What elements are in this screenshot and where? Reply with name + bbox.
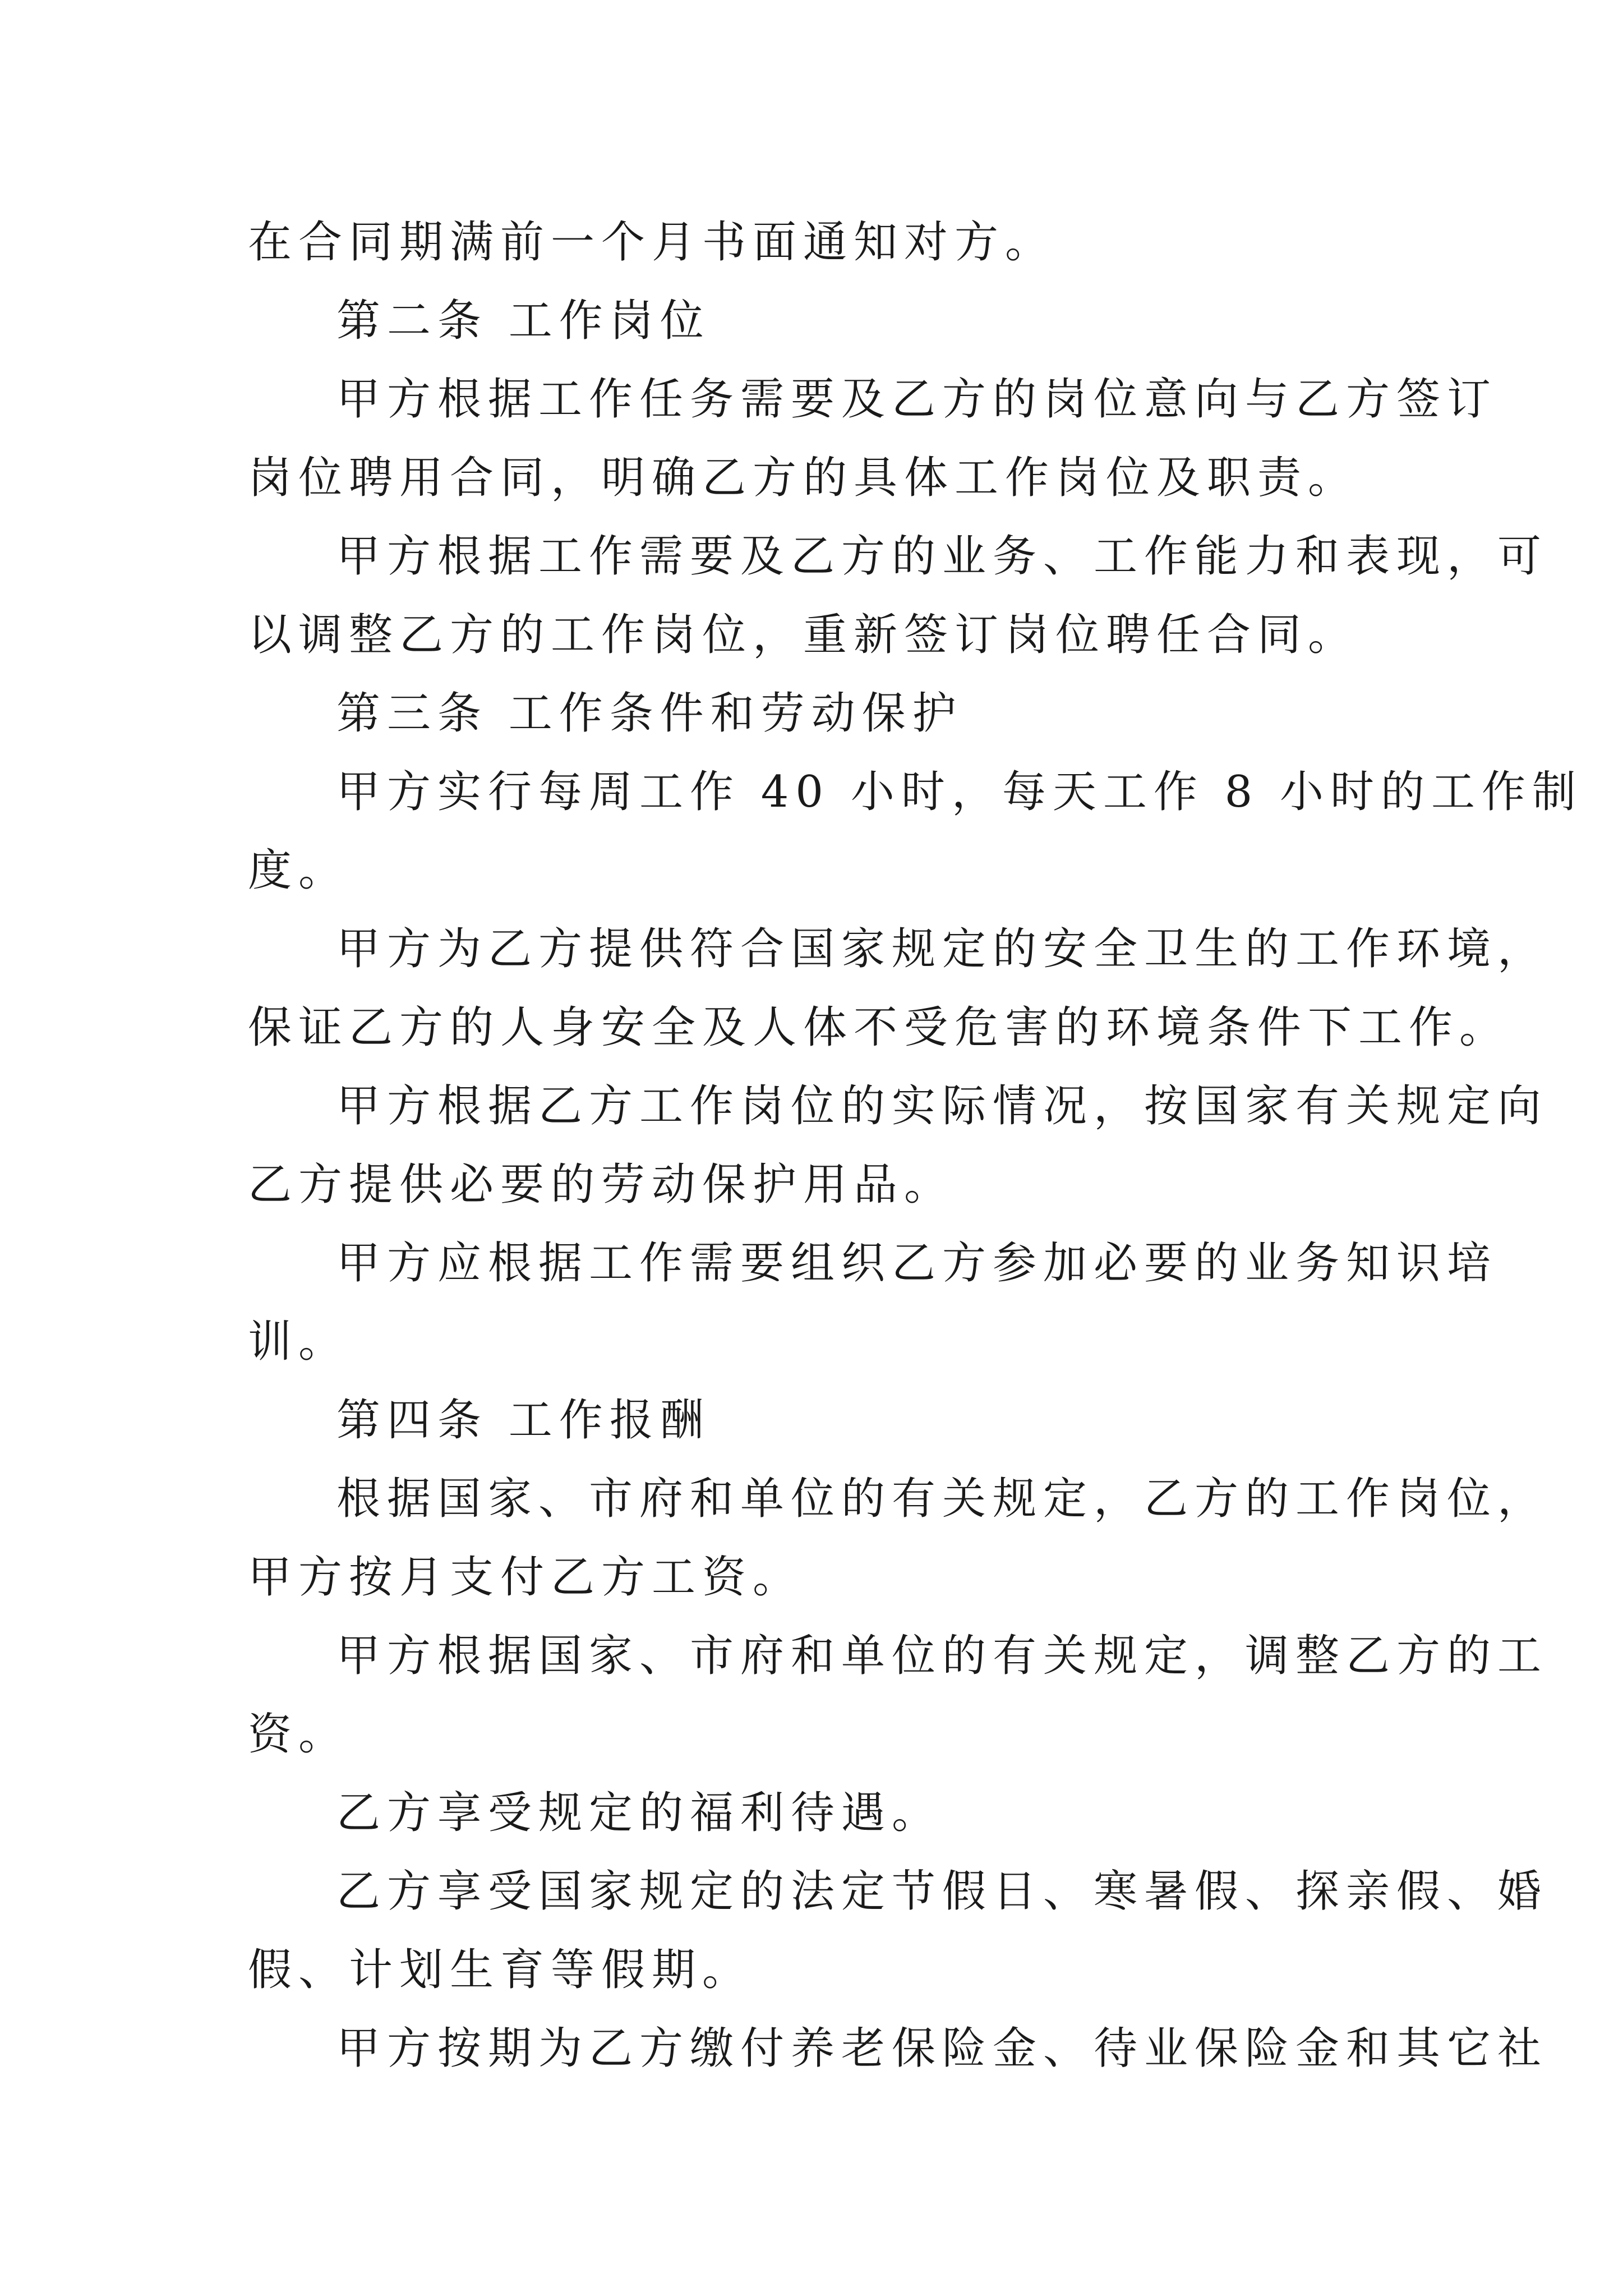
text-line: 甲方根据工作需要及乙方的业务、工作能力和表现，可 [336,531,1548,582]
text-line: 以调整乙方的工作岗位，重新签订岗位聘任合同。 [248,610,1359,660]
text-line: 乙方提供必要的劳动保护用品。 [248,1159,955,1210]
article-heading: 第三条 工作条件和劳动保护 [336,688,963,739]
text-line: 甲方实行每周工作 40 小时，每天工作 8 小时的工作制 [336,767,1583,817]
article-heading: 第四条 工作报酬 [336,1395,711,1446]
text-line: 根据国家、市府和单位的有关规定，乙方的工作岗位， [336,1474,1548,1524]
text-line: 甲方根据乙方工作岗位的实际情况，按国家有关规定向 [336,1081,1548,1131]
text-line: 甲方根据国家、市府和单位的有关规定，调整乙方的工 [336,1631,1548,1681]
article-heading: 第二条 工作岗位 [336,296,711,346]
text-line: 岗位聘用合同，明确乙方的具体工作岗位及职责。 [248,453,1359,503]
text-line: 甲方按月支付乙方工资。 [248,1552,804,1603]
text-line: 度。 [248,845,349,896]
text-line: 乙方享受国家规定的法定节假日、寒暑假、探亲假、婚 [336,1866,1548,1917]
text-line: 训。 [248,1317,349,1367]
text-line: 保证乙方的人身安全及人体不受危害的环境条件下工作。 [248,1002,1510,1053]
text-line: 在合同期满前一个月书面通知对方。 [248,217,1056,268]
text-line: 甲方应根据工作需要组织乙方参加必要的业务知识培 [336,1238,1498,1289]
text-line: 假、计划生育等假期。 [248,1945,753,1995]
text-line: 甲方根据工作任务需要及乙方的岗位意向与乙方签订 [336,374,1498,425]
text-line: 乙方享受规定的福利待遇。 [336,1788,943,1838]
text-line: 甲方按期为乙方缴付养老保险金、待业保险金和其它社 [336,2023,1548,2074]
text-line: 甲方为乙方提供符合国家规定的安全卫生的工作环境， [336,924,1548,974]
text-line: 资。 [248,1709,349,1760]
